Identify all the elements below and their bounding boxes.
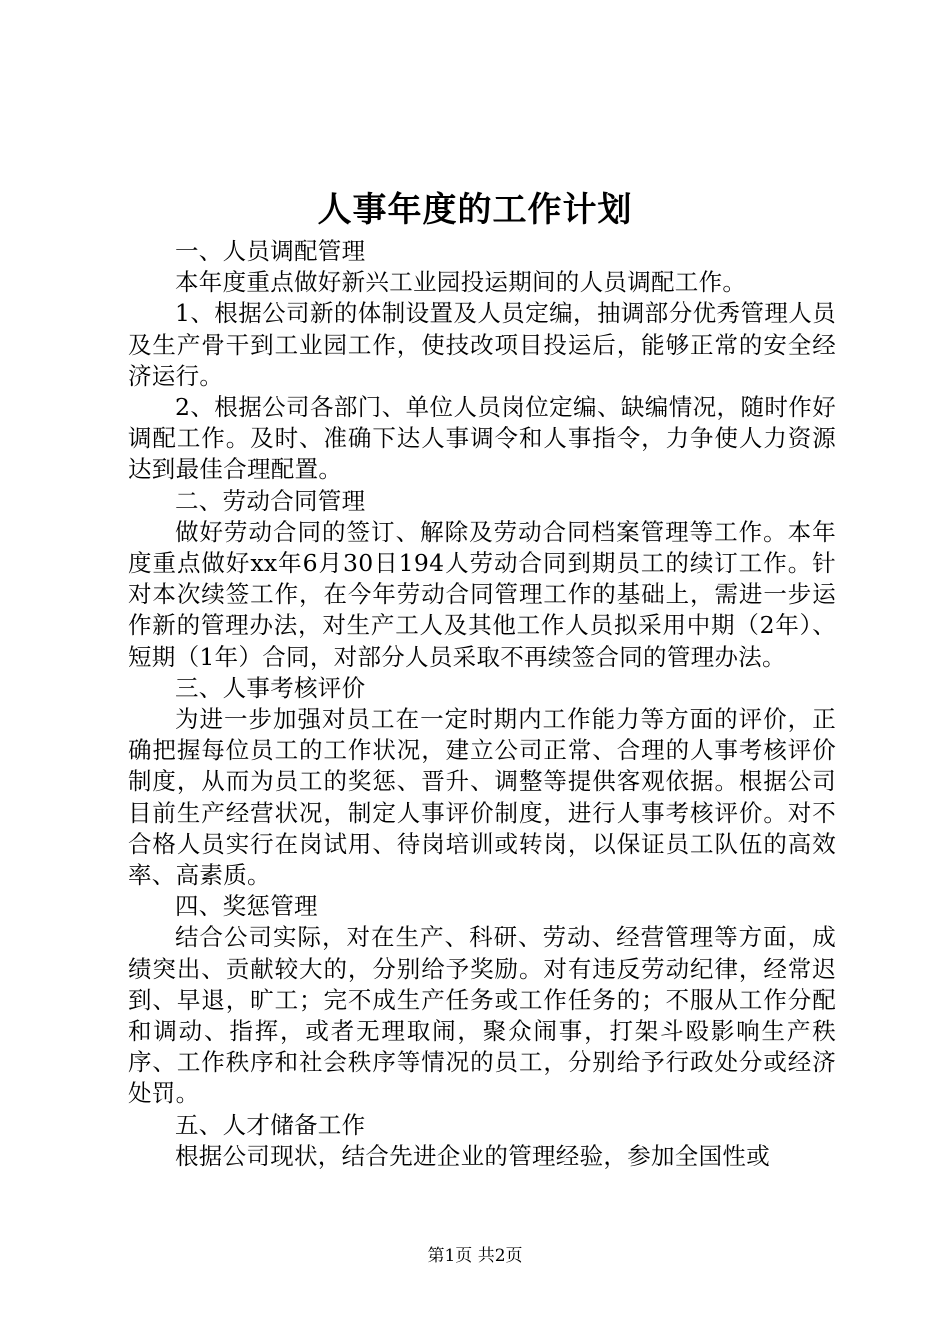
paragraph: 为进一步加强对员工在一定时期内工作能力等方面的评价，正确把握每位员工的工作状况，建立公司正常、合理的人事考核评价制度，从而为员工的奖惩、晋升、调整等提供客观依据。根据公司目前生产经营状况，制定人事评价制度，进行人事考核评价。对不合格人员实行在岗试用、待岗培训或转岗，以保证员工队伍的高效率、高素质。: [128, 705, 836, 890]
section-heading-rewards: 四、奖惩管理: [175, 892, 318, 921]
section-heading-labor-contract: 二、劳动合同管理: [175, 486, 366, 515]
page-footer: 第1页 共2页: [427, 1246, 523, 1266]
paragraph: 1、根据公司新的体制设置及人员定编，抽调部分优秀管理人员及生产骨干到工业园工作，使技改项目投运后，能够正常的安全经济运行。: [128, 299, 836, 390]
paragraph: 做好劳动合同的签订、解除及劳动合同档案管理等工作。本年度重点做好xx年6月30日194人劳动合同到期员工的续订工作。针对本次续签工作，在今年劳动合同管理工作的基础上，需进一步运作新的管理办法，对生产工人及其他工作人员拟采用中期（2年）、短期（1年）合同，对部分人员采取不再续签合同的管理办法。: [128, 517, 836, 671]
paragraph: 结合公司实际，对在生产、科研、劳动、经营管理等方面，成绩突出、贡献较大的，分别给予奖励。对有违反劳动纪律，经常迟到、早退，旷工；完不成生产任务或工作任务的；不服从工作分配和调动、指挥，或者无理取闹，聚众闹事，打架斗殴影响生产秩序、工作秩序和社会秩序等情况的员工，分别给予行政处分或经济处罚。: [128, 923, 836, 1108]
document-title: 人事年度的工作计划: [317, 190, 633, 230]
paragraph: 根据公司现状，结合先进企业的管理经验，参加全国性或: [175, 1141, 770, 1170]
section-heading-assessment: 三、人事考核评价: [175, 673, 366, 702]
section-heading-talent-reserve: 五、人才储备工作: [175, 1110, 366, 1139]
section-heading-staffing: 一、人员调配管理: [175, 237, 366, 265]
paragraph: 本年度重点做好新兴工业园投运期间的人员调配工作。: [175, 268, 747, 297]
paragraph: 2、根据公司各部门、单位人员岗位定编、缺编情况，随时作好调配工作。及时、准确下达人事调令和人事指令，力争使人力资源达到最佳合理配置。: [128, 393, 836, 484]
document-body: [128, 236, 836, 1172]
